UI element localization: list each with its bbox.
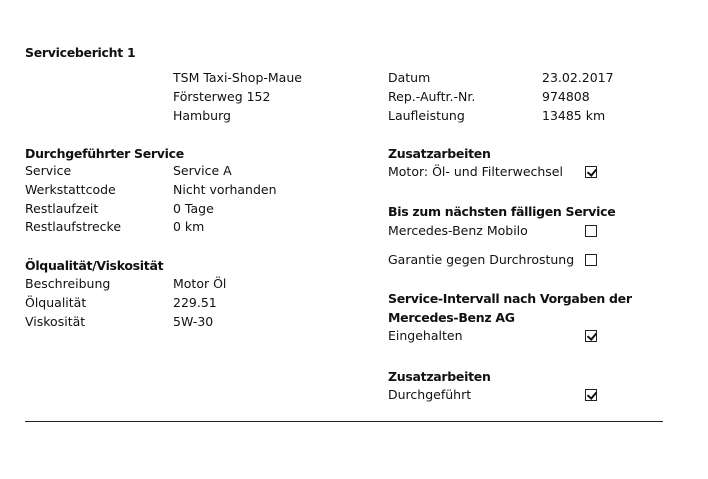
remaining-distance-value: 0 km — [173, 219, 205, 234]
oil-filter-change-checkbox[interactable] — [585, 166, 597, 178]
remaining-distance-label: Restlaufstrecke — [25, 219, 122, 234]
oil-description-label: Beschreibung — [25, 276, 111, 291]
oil-quality-value: 229.51 — [173, 295, 217, 310]
interval-kept-checkbox[interactable] — [585, 330, 597, 342]
oil-quality-label: Ölqualität — [25, 295, 87, 310]
rust-warranty-label: Garantie gegen Durchrostung — [388, 252, 575, 267]
extra-work-done-label: Durchgeführt — [388, 387, 472, 402]
meta-value-mileage: 13485 km — [542, 108, 606, 123]
oil-heading: Ölqualität/Viskosität — [25, 258, 164, 273]
address-line-city: Hamburg — [173, 108, 231, 123]
oil-description-value: Motor Öl — [173, 276, 227, 291]
extra-work-heading-2: Zusatzarbeiten — [388, 369, 491, 384]
viscosity-value: 5W-30 — [173, 314, 214, 329]
checkmark-icon — [587, 166, 597, 177]
mobilo-label: Mercedes-Benz Mobilo — [388, 223, 528, 238]
service-label: Service — [25, 163, 72, 178]
bottom-divider — [25, 421, 663, 422]
meta-value-date: 23.02.2017 — [542, 70, 614, 85]
service-value: Service A — [173, 163, 232, 178]
remaining-time-value: 0 Tage — [173, 201, 214, 216]
meta-label-order: Rep.-Auftr.-Nr. — [388, 89, 476, 104]
meta-value-order: 974808 — [542, 89, 590, 104]
next-service-heading: Bis zum nächsten fälligen Service — [388, 204, 616, 219]
checkmark-icon — [587, 389, 597, 400]
meta-label-mileage: Laufleistung — [388, 108, 465, 123]
mobilo-checkbox[interactable] — [585, 225, 597, 237]
report-title: Servicebericht 1 — [25, 45, 136, 60]
address-line-street: Försterweg 152 — [173, 89, 271, 104]
oil-filter-change-label: Motor: Öl- und Filterwechsel — [388, 164, 563, 179]
service-heading: Durchgeführter Service — [25, 146, 184, 161]
extra-work-done-checkbox[interactable] — [585, 389, 597, 401]
workshop-code-label: Werkstattcode — [25, 182, 116, 197]
interval-kept-label: Eingehalten — [388, 328, 463, 343]
address-line-company: TSM Taxi-Shop-Maue — [173, 70, 302, 85]
rust-warranty-checkbox[interactable] — [585, 254, 597, 266]
viscosity-label: Viskosität — [25, 314, 86, 329]
service-interval-heading-line2: Mercedes-Benz AG — [388, 310, 515, 325]
remaining-time-label: Restlaufzeit — [25, 201, 99, 216]
extra-work-heading: Zusatzarbeiten — [388, 146, 491, 161]
meta-label-date: Datum — [388, 70, 431, 85]
service-interval-heading-line1: Service-Intervall nach Vorgaben der — [388, 291, 632, 306]
workshop-code-value: Nicht vorhanden — [173, 182, 277, 197]
checkmark-icon — [587, 330, 597, 341]
